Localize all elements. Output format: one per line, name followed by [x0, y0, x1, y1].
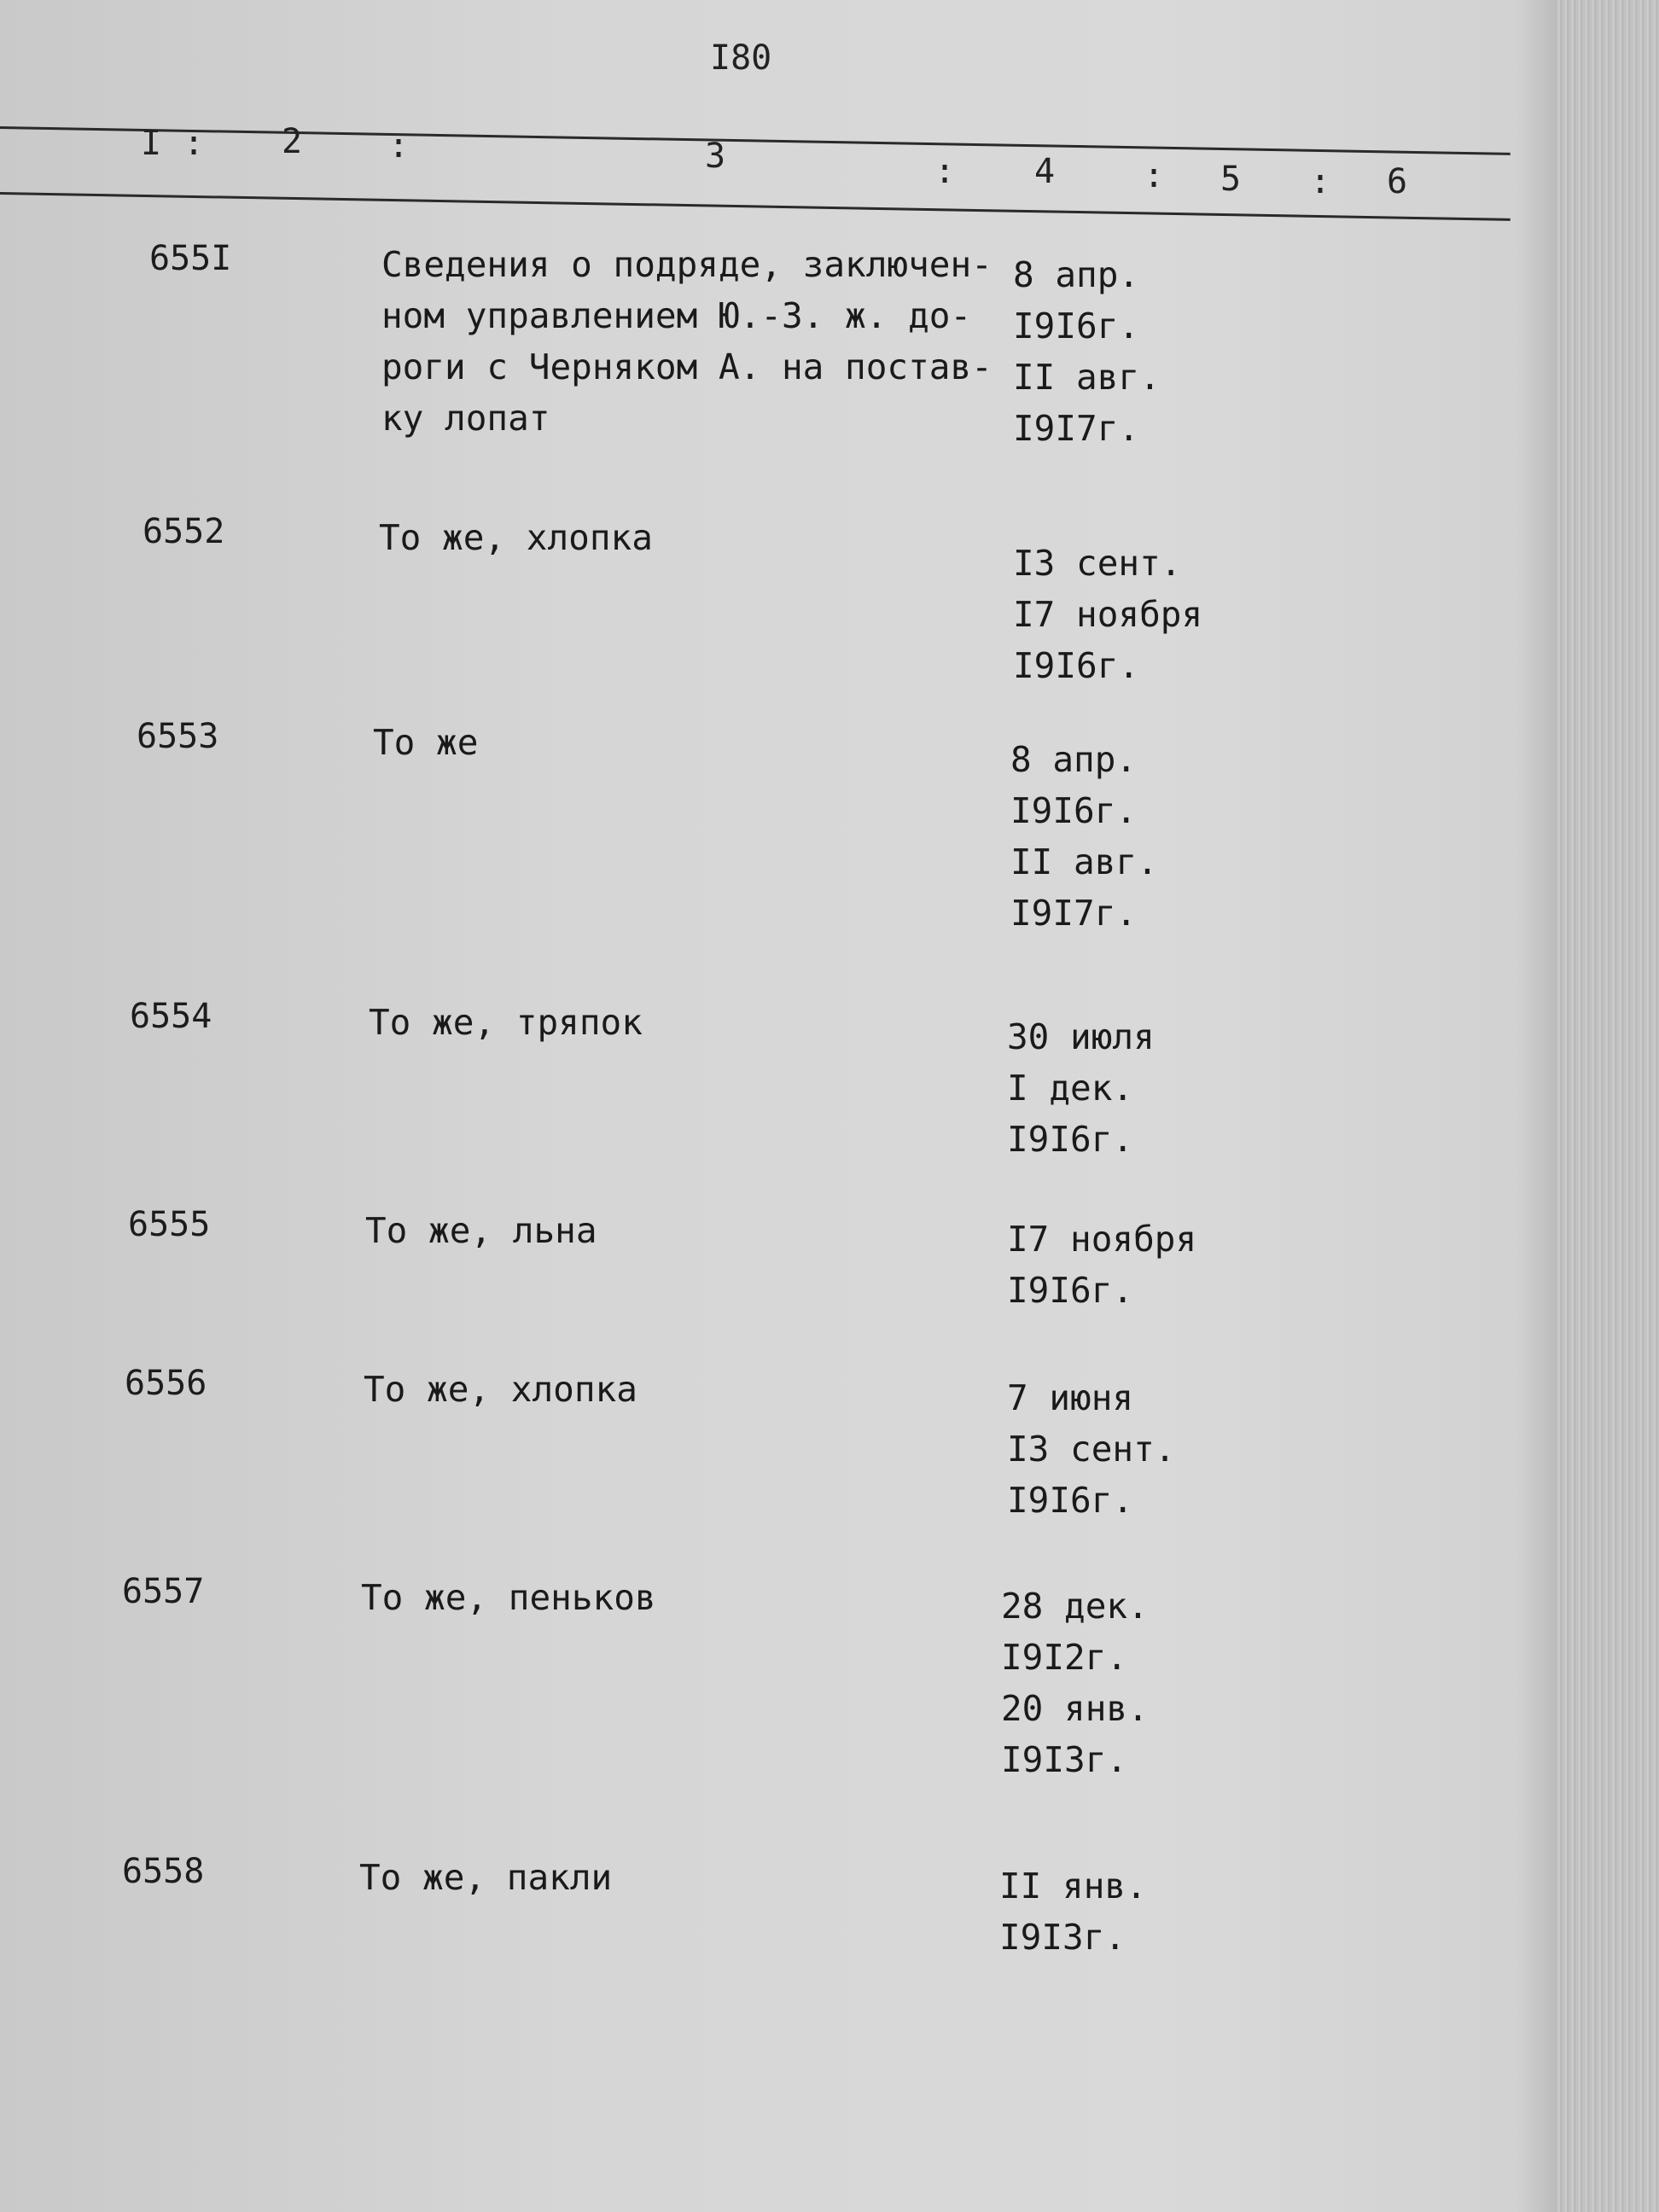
page-fold-shadow [1516, 0, 1557, 2212]
date-line: I9I3г. [999, 1917, 1126, 1958]
page-stack-edge [1557, 0, 1659, 2212]
entry-description [359, 1852, 612, 1903]
column-separator: : [183, 124, 205, 163]
description-line: Сведения о подряде, заключен- [381, 244, 992, 285]
entry-number: 6554 [130, 997, 212, 1036]
column-header-5: 5 [1220, 160, 1242, 199]
column-header-3: 3 [705, 137, 726, 176]
date-line: I дек. [1007, 1068, 1134, 1109]
column-separator: : [1310, 162, 1331, 201]
date-line: I9I2г. [1001, 1637, 1128, 1678]
entry-description [365, 1205, 597, 1256]
entry-dates [1007, 1214, 1196, 1316]
entry-dates [1007, 1011, 1155, 1165]
date-line: I9I6г. [1007, 1119, 1134, 1160]
date-line: I9I7г. [1013, 408, 1140, 449]
entry-description [373, 717, 478, 768]
entry-number: 6552 [143, 512, 225, 551]
description-line: То же, хлопка [379, 517, 653, 558]
entry-number: 6556 [125, 1364, 207, 1403]
entry-dates [1007, 1372, 1175, 1526]
date-line: 8 апр. [1010, 739, 1138, 780]
date-line: I9I3г. [1001, 1739, 1128, 1780]
date-line: I9I6г. [1007, 1480, 1134, 1521]
entry-dates [1013, 249, 1161, 454]
description-line: ном управлением Ю.-З. ж. до- [381, 295, 972, 336]
date-line: 30 июля [1007, 1016, 1155, 1057]
description-line: То же [373, 722, 479, 763]
column-header-1: I [141, 124, 162, 163]
entry-description [364, 1364, 637, 1415]
date-line: I9I6г. [1013, 645, 1140, 686]
date-line: I9I6г. [1010, 790, 1138, 831]
description-line: То же, пеньков [361, 1577, 656, 1618]
entry-dates [1013, 538, 1202, 691]
date-line: II авг. [1010, 841, 1158, 882]
description-line: ку лопат [381, 398, 550, 439]
date-line: I3 сент. [1007, 1429, 1176, 1470]
date-line: I9I6г. [1007, 1270, 1134, 1311]
description-line: роги с Черняком А. на постав- [381, 346, 992, 387]
date-line: 28 дек. [1001, 1586, 1149, 1627]
date-line: I7 ноября [1013, 594, 1203, 635]
entry-description [361, 1572, 656, 1623]
column-header-6: 6 [1387, 162, 1408, 201]
date-line: II авг. [1013, 357, 1161, 398]
date-line: I7 ноября [1007, 1219, 1197, 1260]
column-header-4: 4 [1034, 152, 1056, 191]
description-line: То же, хлопка [364, 1369, 637, 1410]
date-line: I9I7г. [1010, 893, 1138, 934]
column-header-2: 2 [282, 122, 303, 161]
entry-number: 655I [149, 239, 232, 278]
date-line: I9I6г. [1013, 306, 1140, 346]
entry-number: 6553 [137, 717, 219, 756]
date-line: 8 апр. [1013, 254, 1140, 295]
date-line: 20 янв. [1001, 1688, 1149, 1729]
date-line: II янв. [999, 1866, 1147, 1906]
entry-dates [1001, 1580, 1149, 1785]
entry-number: 6557 [122, 1572, 205, 1611]
entry-description [369, 997, 643, 1048]
date-line: I3 сент. [1013, 543, 1182, 584]
header-top-rule [0, 126, 1511, 155]
entry-description [379, 512, 653, 563]
column-separator: : [1144, 156, 1165, 195]
entry-number: 6555 [128, 1205, 211, 1244]
entry-number: 6558 [122, 1852, 205, 1891]
entry-dates [1010, 734, 1158, 939]
header-bottom-rule [0, 192, 1511, 221]
description-line: То же, льна [365, 1210, 597, 1251]
description-line: То же, тряпок [369, 1002, 643, 1043]
entry-dates [999, 1860, 1147, 1963]
column-separator: : [388, 126, 410, 166]
date-line: 7 июня [1007, 1377, 1134, 1418]
column-separator: : [934, 152, 956, 191]
entry-description [381, 239, 992, 444]
page-number: I80 [710, 38, 772, 78]
description-line: То же, пакли [359, 1857, 613, 1898]
